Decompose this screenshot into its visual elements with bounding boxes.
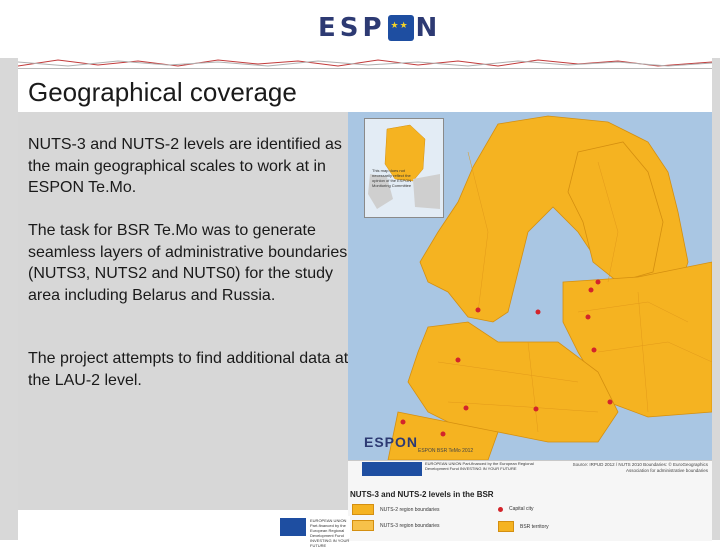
legend-label: NUTS-2 region boundaries — [380, 506, 440, 513]
title-bar — [18, 68, 712, 114]
header — [0, 0, 720, 58]
text-panel — [18, 112, 348, 510]
espon-logo — [318, 12, 441, 44]
paragraph-bsr-task: The task for BSR Te.Mo was to generate seamless layers of administrative boundaries (NUTS3, NUTS2 and NUTS0) for the study area including Belarus and Russia. — [28, 222, 348, 304]
bsr-swatch-icon — [498, 521, 514, 532]
footer-eu-flag-icon — [280, 518, 306, 536]
legend-item-nuts2 — [352, 504, 439, 515]
nuts3-swatch-icon — [352, 520, 374, 531]
right-frame — [712, 0, 720, 540]
map-espon-logo: ESPON — [364, 434, 419, 450]
nuts2-swatch-icon — [352, 504, 374, 515]
footer-eu-text: EUROPEAN UNION Part-financed by the European Regional Development Fund INVESTING IN YOUR FUTURE — [310, 518, 350, 548]
bsr-map — [348, 112, 712, 460]
paragraph-nuts-levels: NUTS-3 and NUTS-2 levels are identified as the main geographical scales to work at in ESPON Te.Mo. — [28, 136, 342, 196]
legend-eu-logo — [362, 462, 422, 476]
legend-label: NUTS-3 region boundaries — [380, 522, 440, 529]
map-source: Source: IRPUD 2012 / NUTS 2010 Boundaries: © EuroGeographics Association for administrative boundaries — [572, 462, 708, 473]
capital-dot-icon — [498, 507, 503, 512]
legend-title: NUTS-3 and NUTS-2 levels in the BSR — [350, 490, 494, 499]
map-credit: ESPON BSR TeMo 2012 — [418, 448, 474, 454]
logo-text-left: ESP — [318, 13, 386, 43]
left-frame — [0, 0, 18, 540]
logo-text-right: N — [415, 13, 442, 43]
slide-title: Geographical coverage — [28, 77, 297, 107]
legend-label: BSR territory — [520, 523, 549, 530]
legend-item-nuts3 — [352, 520, 439, 531]
legend-item-bsr — [498, 521, 549, 532]
paragraph-lau2: The project attempts to find additional data at the LAU-2 level. — [28, 350, 349, 389]
legend-item-capital — [498, 506, 533, 512]
legend-label: Capital city — [509, 506, 534, 512]
legend-eu-text: EUROPEAN UNION Part-financed by the European Regional Development Fund INVESTING IN YOUR FUTURE — [425, 461, 534, 471]
decorative-divider — [18, 58, 712, 68]
eu-flag-icon — [388, 15, 414, 41]
map-disclaimer: This map does not necessarily reflect the opinion of the ESPON Monitoring Committee — [372, 168, 412, 188]
